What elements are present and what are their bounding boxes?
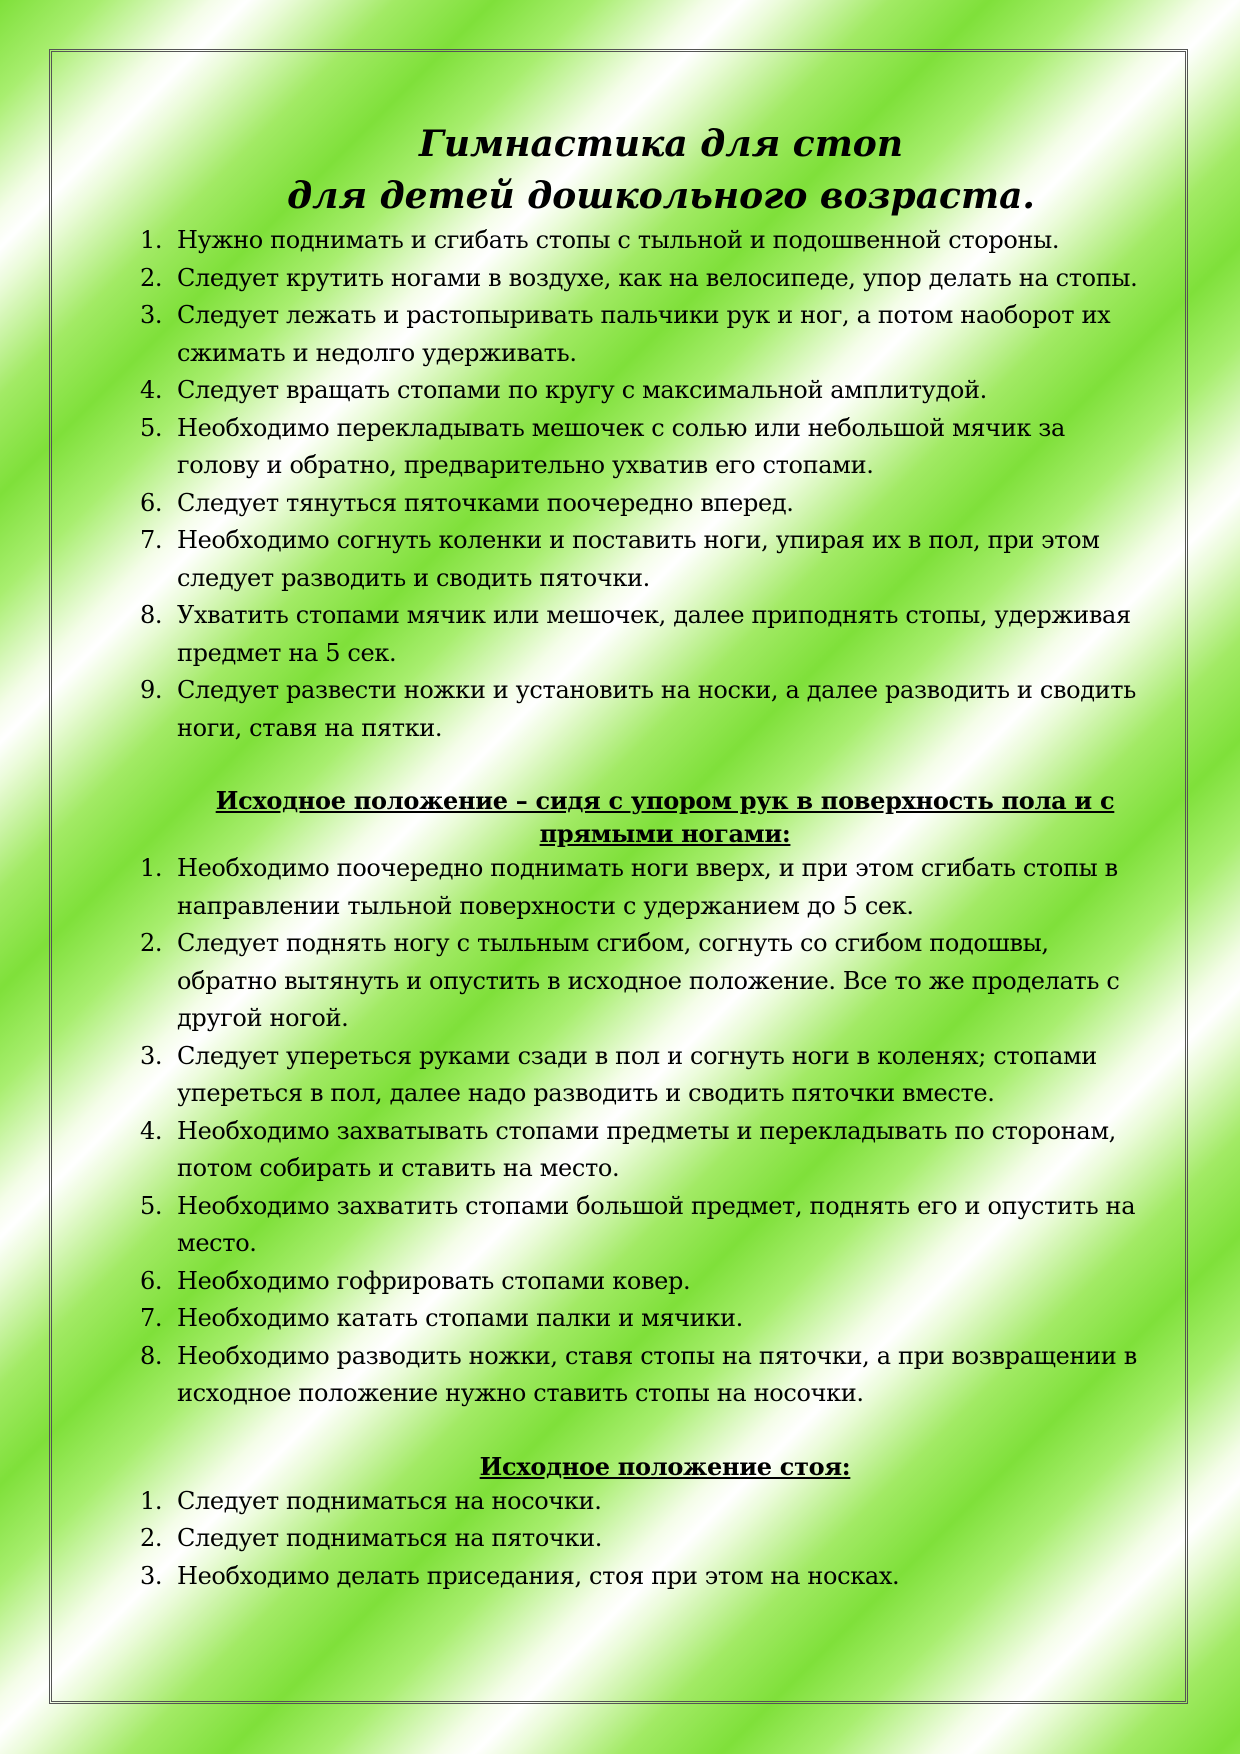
list-item: 2. Следует поднять ногу с тыльным сгибом, согнуть со сгибом подошвы, обратно вытянуть и опустить в исходное положение. Все то же проделать с другой ногой.	[140, 929, 1120, 1032]
list-item: 6. Следует тянуться пяточками поочередно вперед.	[140, 488, 794, 517]
list-item: 7. Необходимо катать стопами палки и мячики.	[140, 1304, 743, 1332]
list-item: 7. Необходимо согнуть коленки и поставить ноги, упирая их в пол, при этом следует разводить и сводить пяточки.	[140, 526, 1100, 592]
list-item: 2. Следует крутить ногами в воздухе, как на велосипеде, упор делать на стопы.	[140, 263, 1138, 292]
exercise-list-1	[130, 222, 1150, 747]
exercise-list-2	[130, 850, 1150, 1413]
section-heading-sitting: Исходное положение – сидя с упором рук в поверхность пола и с прямыми ногами:	[215, 786, 1115, 848]
spacer	[130, 747, 1150, 784]
list-item: 3. Следует лежать и растопыривать пальчики рук и ног, а потом наоборот их сжимать и недолго удерживать.	[140, 301, 1111, 367]
exercise-list-3	[130, 1483, 1150, 1596]
list-item: 5. Необходимо перекладывать мешочек с солью или небольшой мячик за голову и обратно, предварительно ухватив его стопами.	[140, 413, 1065, 479]
list-item: 3. Необходимо делать приседания, стоя при этом на носках.	[140, 1561, 900, 1590]
list-item: 8. Ухватить стопами мячик или мешочек, далее приподнять стопы, удерживая предмет на 5 сек.	[140, 601, 1131, 667]
list-item: 2. Следует подниматься на пяточки.	[140, 1524, 603, 1552]
list-item: 3. Следует упереться руками сзади в пол и согнуть ноги в коленях; стопами упереться в пол, далее надо разводить и сводить пяточки вместе.	[140, 1041, 1097, 1107]
list-item: 9. Следует развести ножки и установить на носки, а далее разводить и сводить ноги, ставя на пятки.	[140, 676, 1136, 742]
title-line-1: Гимнастика для стоп	[419, 123, 903, 165]
list-item: 5. Необходимо захватить стопами большой предмет, поднять его и опустить на место.	[140, 1191, 1136, 1257]
list-item: 4. Следует вращать стопами по кругу с максимальной амплитудой.	[140, 376, 987, 404]
list-item: 1. Нужно поднимать и сгибать стопы с тыльной и подошвенной стороны.	[140, 226, 1060, 254]
spacer	[130, 1413, 1150, 1450]
list-item: 1. Необходимо поочередно поднимать ноги вверх, и при этом сгибать стопы в направлении тыльной поверхности с удержанием до 5 сек.	[140, 854, 1118, 920]
title-line-2: для детей дошкольного возраста.	[287, 175, 1035, 217]
list-item: 1. Следует подниматься на носочки.	[140, 1486, 602, 1515]
list-item: 6. Необходимо гофрировать стопами ковер.	[140, 1266, 691, 1295]
list-item: 4. Необходимо захватывать стопами предметы и перекладывать по сторонам, потом собирать и ставить на место.	[140, 1116, 1116, 1182]
list-item: 8. Необходимо разводить ножки, ставя стопы на пяточки, а при возвращении в исходное положение нужно ставить стопы на носочки.	[140, 1341, 1137, 1407]
page-title	[130, 118, 1150, 222]
document-content	[130, 118, 1150, 1595]
section-heading-standing: Исходное положение стоя:	[479, 1451, 851, 1481]
